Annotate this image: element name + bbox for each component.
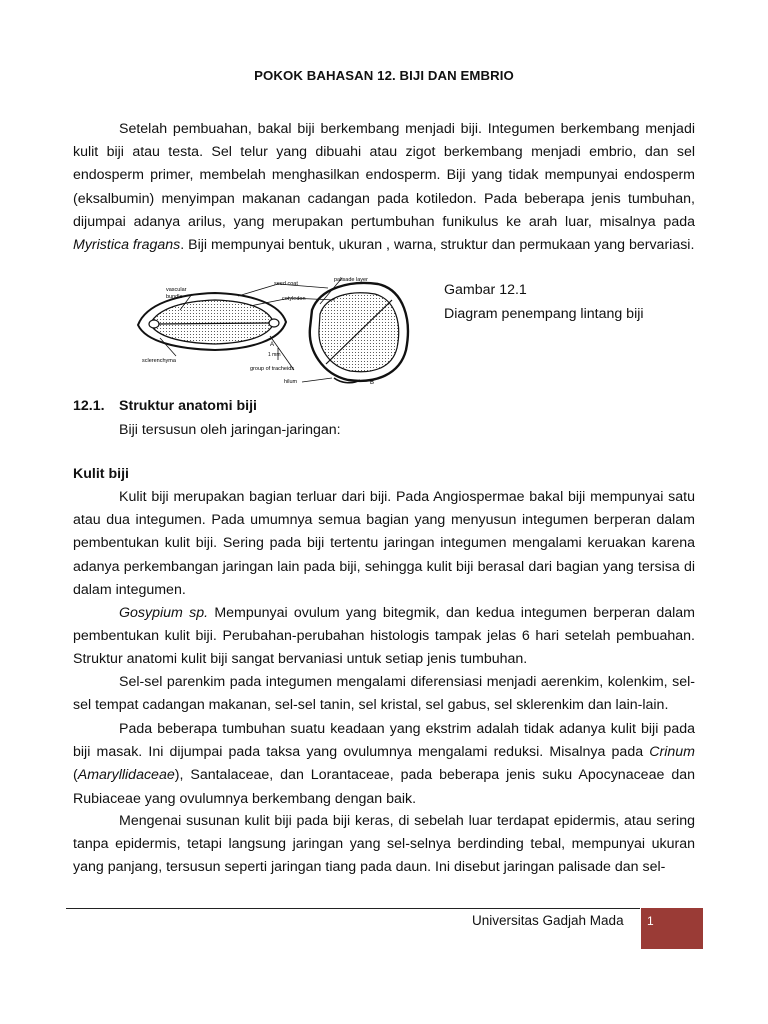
family-amaryllidaceae: Amaryllidaceae [77,767,175,784]
page-title: POKOK BAHASAN 12. BIJI DAN EMBRIO [254,68,514,83]
label-vascular: vascular [166,287,187,293]
page-number-box [641,908,703,949]
footer-divider [66,908,640,909]
label-a: A [270,342,275,348]
genus-crinum: Crinum [649,744,695,761]
species-name: Myristica fragans [73,237,181,254]
footer-institution: Universitas Gadjah Mada [472,913,624,928]
label-hilum: hilum [284,379,298,385]
intro-text-end: . Biji mempunyai bentuk, ukuran , warna, struktur dan permukaan yang bervariasi. [180,237,695,254]
label-tracheids: group of tracheids [250,366,295,372]
kulit-paragraph-1: Kulit biji merupakan bagian terluar dari biji. Pada Angiospermae bakal biji mempunyai satu atau dua integumen. Pada umumnya semua bagian yang menyusun integumen berperan dalam pembentukan kulit biji. Sering pada biji tertentu jaringan integumen mengalami keruakan karena adanya perkembangan jaringan lain pada biji, sehingga kulit biji berasal dari bagian yang tersisa di dalam integumen. [73,489,695,598]
figure-caption-number: Gambar 12.1 [444,282,527,298]
kulit-paragraph-4-open: ( [73,767,78,784]
figure-caption-text: Diagram penempang lintang biji [444,305,644,322]
kulit-paragraph-2 [73,602,695,672]
kulit-paragraph-4-end: ), Santalaceae, dan Lorantaceae, pada beberapa jenis suku Apocynaceae dan Rubiaceae yang ovulumnya berkembang dengan baik. [73,767,695,807]
kulit-paragraph-5: Mengenai susunan kulit biji pada biji keras, di sebelah luar terdapat epidermis, atau sering tanpa epidermis, tetapi langsung jaringan yang sel-selnya berdinding tebal, mempunyai ukuran yang panjang, tersusun seperti jaringan tiang pada daun. Ini disebut jaringan palisade dan sel- [73,813,695,876]
label-palisade: palisade layer [334,277,368,283]
section-lead: Biji tersusun oleh jaringan-jaringan: [119,422,341,438]
seed-a-drawing [138,293,286,350]
species-gosypium: Gosypium sp. [119,605,209,621]
label-b: B [370,380,375,386]
kulit-paragraph-4 [73,718,695,811]
kulit-biji-heading: Kulit biji [73,466,129,482]
figure-caption [444,279,644,326]
intro-text: Setelah pembuahan, bakal biji berkembang menjadi biji. Integumen berkembang menjadi kulit biji atau testa. Sel telur yang dibuahi atau zigot berkembang menjadi embrio, dan sel endosperm primer, membelah menghasilkan endosperm. Biji yang tidak mempunyai endosperm (eksalbumin) menyimpan makanan cadangan pada kotiledon. Pada beberapa jenis tumbuhan, dijumpai adanya arilus, yang merupakan pertumbuhan funikulus ke arah luar, misalnya pada [73,121,695,230]
page-number: 1 [647,914,654,928]
kulit-paragraph-3: Sel-sel parenkim pada integumen mengalami diferensiasi menjadi aerenkim, kolenkim, sel-sel tempat cadangan makanan, sel-sel tanin, sel kristal, sel gabus, sel sklerenkim dan lain-lain. [73,674,695,714]
kulit-paragraph-4-start: Pada beberapa tumbuhan suatu keadaan yang ekstrim adalah tidak adanya kulit biji pada biji masak. Ini dijumpai pada taksa yang ovulumnya mengalami reduksi. Misalnya pada [73,721,695,761]
label-cotyledon: cotyledon [282,296,306,302]
seed-cross-section-diagram [120,270,420,392]
section-title: Struktur anatomi biji [119,398,257,414]
intro-paragraph [73,118,695,257]
section-number: 12.1. [73,398,105,414]
kulit-paragraph-2-text: Mempunyai ovulum yang bitegmik, dan kedua integumen berperan dalam pembentukan kulit biji. Perubahan-perubahan histologis tampak jelas 6 hari setelah pembuahan. Struktur anatomi kulit biji sangat bervaniasi untuk setiap jenis tumbuhan. [73,605,695,668]
label-sclerenchyma: sclerenchyma [142,358,176,364]
label-scale: 1 mm [268,352,281,358]
seed-b-drawing [310,283,408,383]
label-bundle: bundle [166,294,183,300]
label-seed-coat: seed coat [274,281,298,287]
